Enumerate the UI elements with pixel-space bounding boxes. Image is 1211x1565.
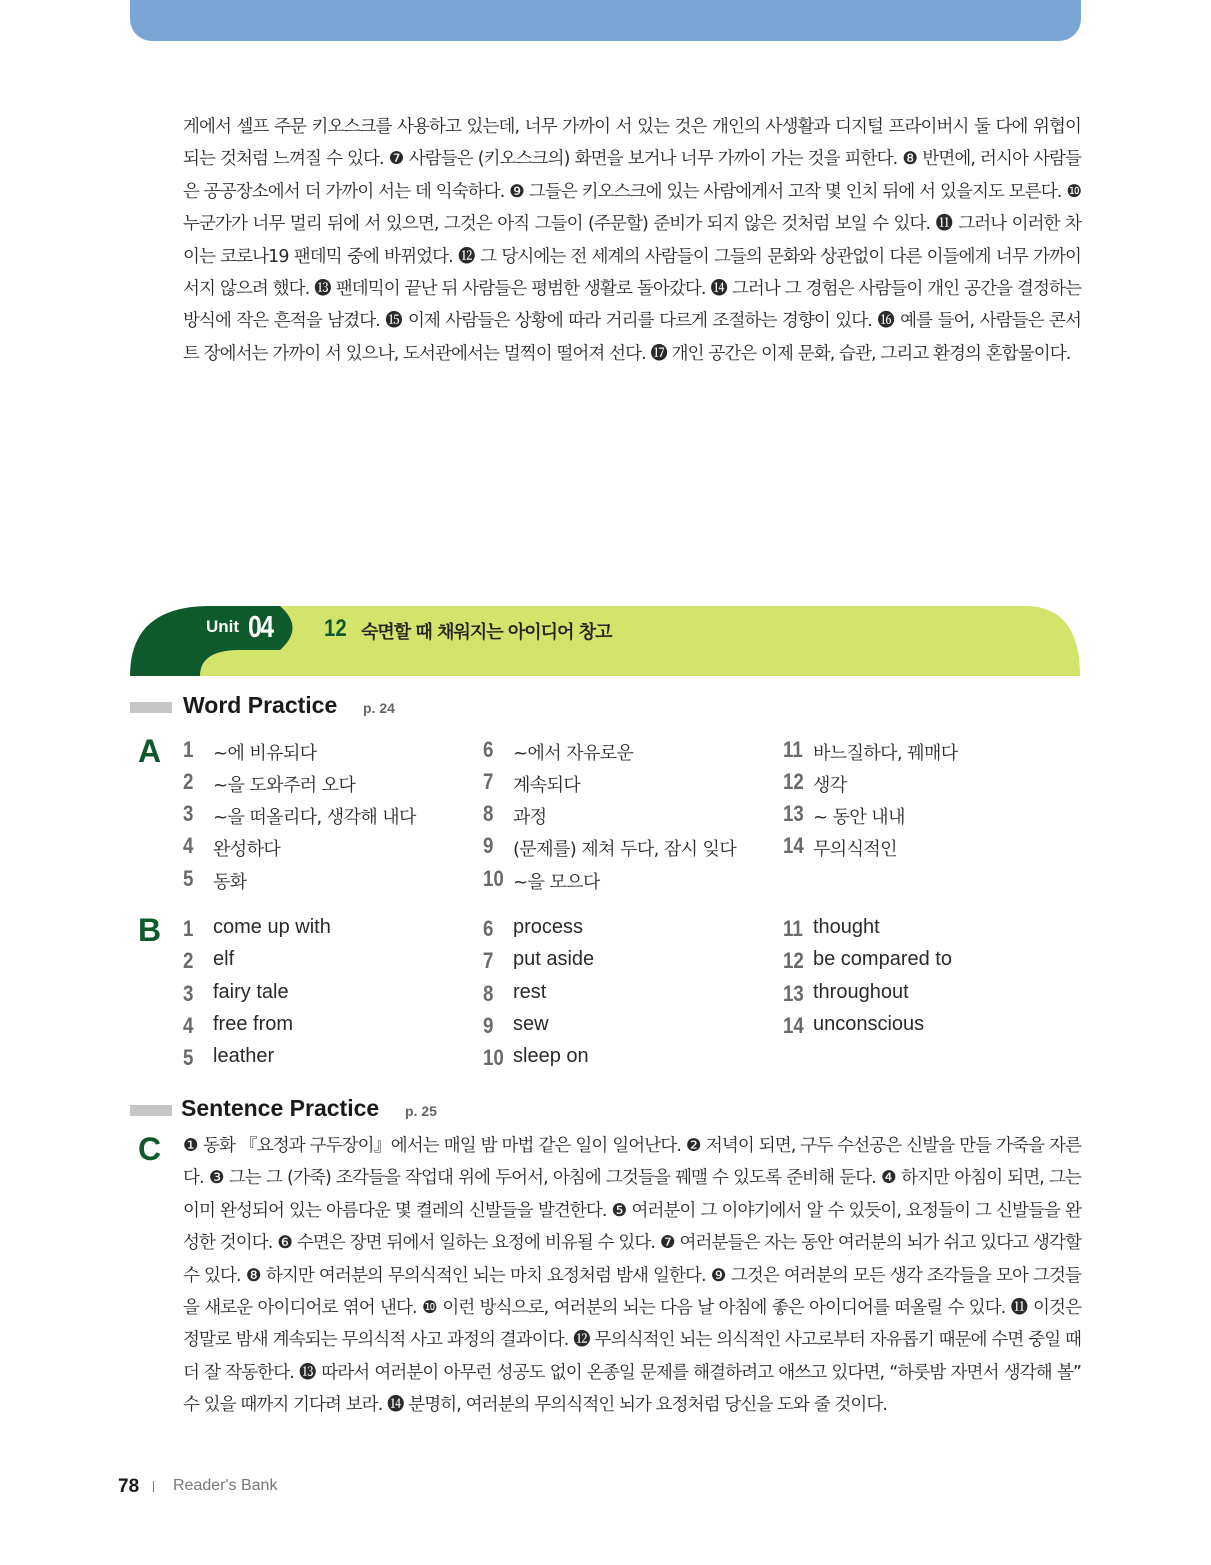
word-practice-page: p. 24 [363, 700, 395, 716]
sentence-practice-title: Sentence Practice [181, 1095, 380, 1121]
sentence-practice-page: p. 25 [405, 1103, 437, 1119]
lesson-number: 12 [324, 615, 347, 642]
footer-divider [153, 1481, 154, 1492]
section-a-letter: A [138, 733, 162, 769]
top-header-bar [130, 0, 1081, 41]
book-title: Reader's Bank [173, 1477, 278, 1494]
word-practice-title: Word Practice [183, 692, 338, 718]
section-c-letter: C [138, 1131, 162, 1167]
sentence-practice-bar [130, 1105, 172, 1116]
section-b-letter: B [138, 912, 162, 948]
unit-banner [130, 606, 1081, 676]
reading-translation-paragraph: 게에서 셀프 주문 키오스크를 사용하고 있는데, 너무 가까이 서 있는 것은 개인의 사생활과 디지털 프라이버시 둘 다에 위협이 되는 것처럼 느껴질 수 있다. ❼ 사람들은 (키오스크의) 화면을 보거나 너무 가까이 가는 것을 피한다. ❽ 반면에, 러시아 사람들은 공공장소에서 더 가까이 서는 데 익숙하다. ❾ 그들은 키오스크에 있는 사람에게서 고작 몇 인치 뒤에 서 있을지도 모른다. ❿ 누군가가 너무 멀리 뒤에 서 있으면, 그것은 아직 그들이 (주문할) 준비가 되지 않은 것처럼 보일 수 있다. ⓫ 그러나 이러한 차이는 코로나19 팬데믹 중에 바뀌었다. ⓬ 그 당시에는 전 세계의 사람들이 그들의 문화와 상관없이 다른 이들에게 너무 가까이 서지 않으려 했다. ⓭ 팬데믹이 끝난 뒤 사람들은 평범한 생활로 돌아갔다. ⓮ 그러나 그 경험은 사람들이 개인 공간을 결정하는 방식에 작은 흔적을 남겼다. ⓯ 이제 사람들은 상황에 따라 거리를 다르게 조절하는 경향이 있다. ⓰ 예를 들어, 사람들은 콘서트 장에서는 가까이 서 있으나, 도서관에서는 멀찍이 떨어져 선다. ⓱ 개인 공간은 이제 문화, 습관, 그리고 환경의 혼합물이다. [183, 117, 1081, 364]
page-number: 78 [118, 1476, 140, 1497]
unit-label: Unit [206, 617, 240, 636]
word-practice-bar [130, 702, 172, 713]
sentence-translation-paragraph: ❶ 동화 『요정과 구두장이』에서는 매일 밤 마법 같은 일이 일어난다. ❷ 저녁이 되면, 구두 수선공은 신발을 만들 가죽을 자른다. ❸ 그는 그 (가죽) 조각들을 작업대 위에 두어서, 아침에 그것들을 꿰맬 수 있도록 준비해 둔다. ❹ 하지만 아침이 되면, 그는 이미 완성되어 있는 아름다운 몇 켤레의 신발들을 발견한다. ❺ 여러분이 그 이야기에서 알 수 있듯이, 요정들이 그 신발들을 완성한 것이다. ❻ 수면은 장면 뒤에서 일하는 요정에 비유될 수 있다. ❼ 여러분들은 자는 동안 여러분의 뇌가 쉬고 있다고 생각할 수 있다. ❽ 하지만 여러분의 무의식적인 뇌는 마치 요정처럼 밤새 일한다. ❾ 그것은 여러분의 모든 생각 조각들을 모아 그것들을 새로운 아이디어로 엮어 낸다. ❿ 이런 방식으로, 여러분의 뇌는 다음 날 아침에 좋은 아이디어를 떠올릴 수 있다. ⓫ 이것은 정말로 밤새 계속되는 무의식적 사고 과정의 결과이다. ⓬ 무의식적인 뇌는 의식적인 사고로부터 자유롭기 때문에 수면 중일 때 더 잘 작동한다. ⓭ 따라서 여러분이 아무런 성공도 없이 온종일 문제를 해결하려고 애쓰고 있다면, “하룻밤 자면서 생각해 볼” 수 있을 때까지 기다려 보라. ⓮ 분명히, 여러분의 무의식적인 뇌가 요정처럼 당신을 도와 줄 것이다. [183, 1136, 1081, 1416]
lesson-title: 숙면할 때 채워지는 아이디어 창고 [361, 622, 612, 643]
unit-number: 04 [248, 609, 273, 644]
